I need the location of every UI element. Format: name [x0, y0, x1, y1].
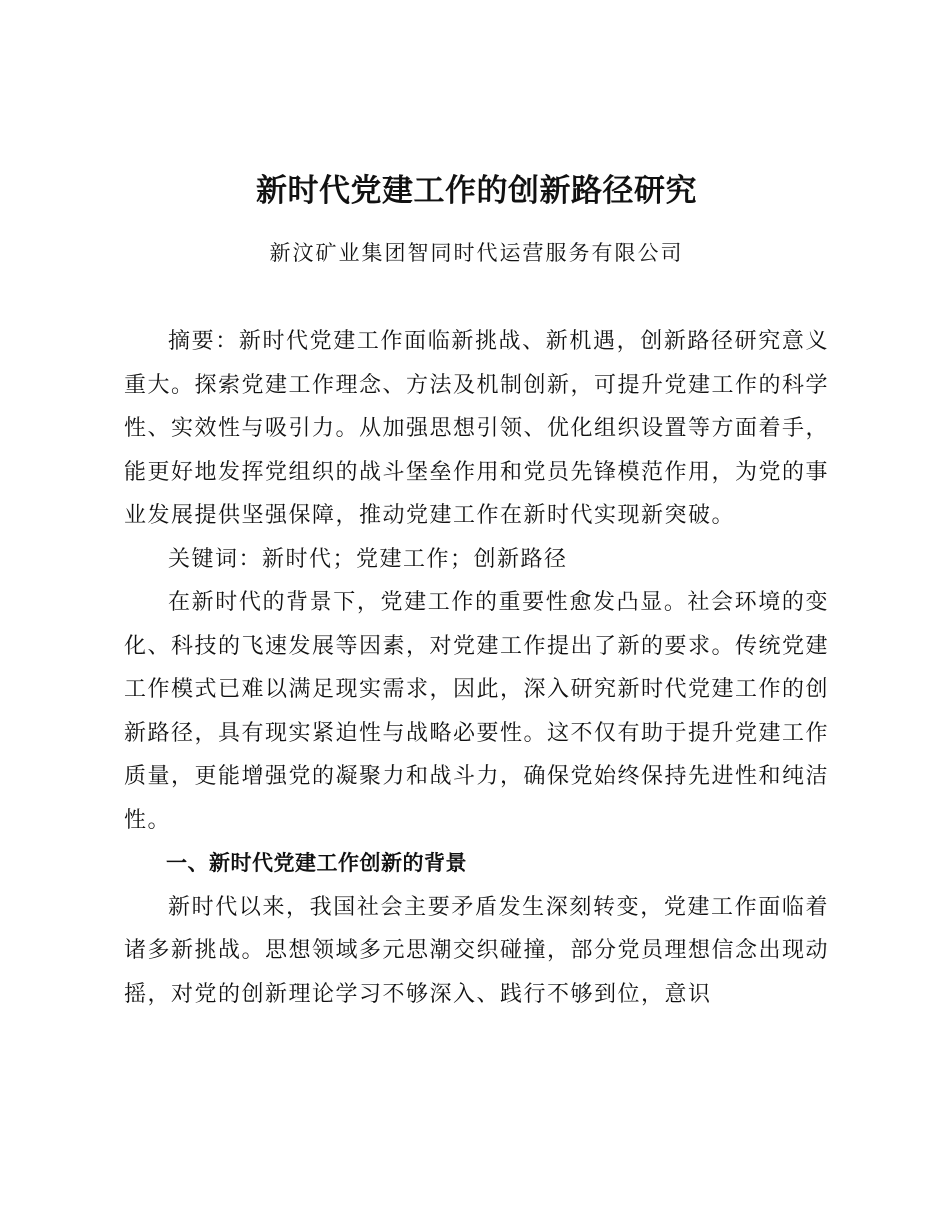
- keywords-paragraph: 关键词：新时代；党建工作；创新路径: [168, 546, 568, 572]
- document-author: 新汶矿业集团智同时代运营服务有限公司: [269, 241, 684, 265]
- section-heading: 一、新时代党建工作创新的背景: [166, 851, 467, 875]
- section-paragraph: 新时代以来，我国社会主要矛盾发生深刻转变，党建工作面临着诸多新挑战。思想领域多元思潮交织碰撞，部分党员理想信念出现动摇，对党的创新理论学习不够深入、践行不够到位，意识: [124, 894, 830, 1007]
- abstract-paragraph: 摘要：新时代党建工作面临新挑战、新机遇，创新路径研究意义重大。探索党建工作理念、方法及机制创新，可提升党建工作的科学性、实效性与吸引力。从加强思想引领、优化组织设置等方面着手，能更好地发挥党组织的战斗堡垒作用和党员先锋模范作用，为党的事业发展提供坚强保障，推动党建工作在新时代实现新突破。: [124, 329, 830, 528]
- document-title: 新时代党建工作的创新路径研究: [256, 173, 697, 209]
- intro-paragraph: 在新时代的背景下，党建工作的重要性愈发凸显。社会环境的变化、科技的飞速发展等因素，对党建工作提出了新的要求。传统党建工作模式已难以满足现实需求，因此，深入研究新时代党建工作的创新路径，具有现实紧迫性与战略必要性。这不仅有助于提升党建工作质量，更能增强党的凝聚力和战斗力，确保党始终保持先进性和纯洁性。: [124, 590, 830, 833]
- document-page: [124, 168, 829, 1016]
